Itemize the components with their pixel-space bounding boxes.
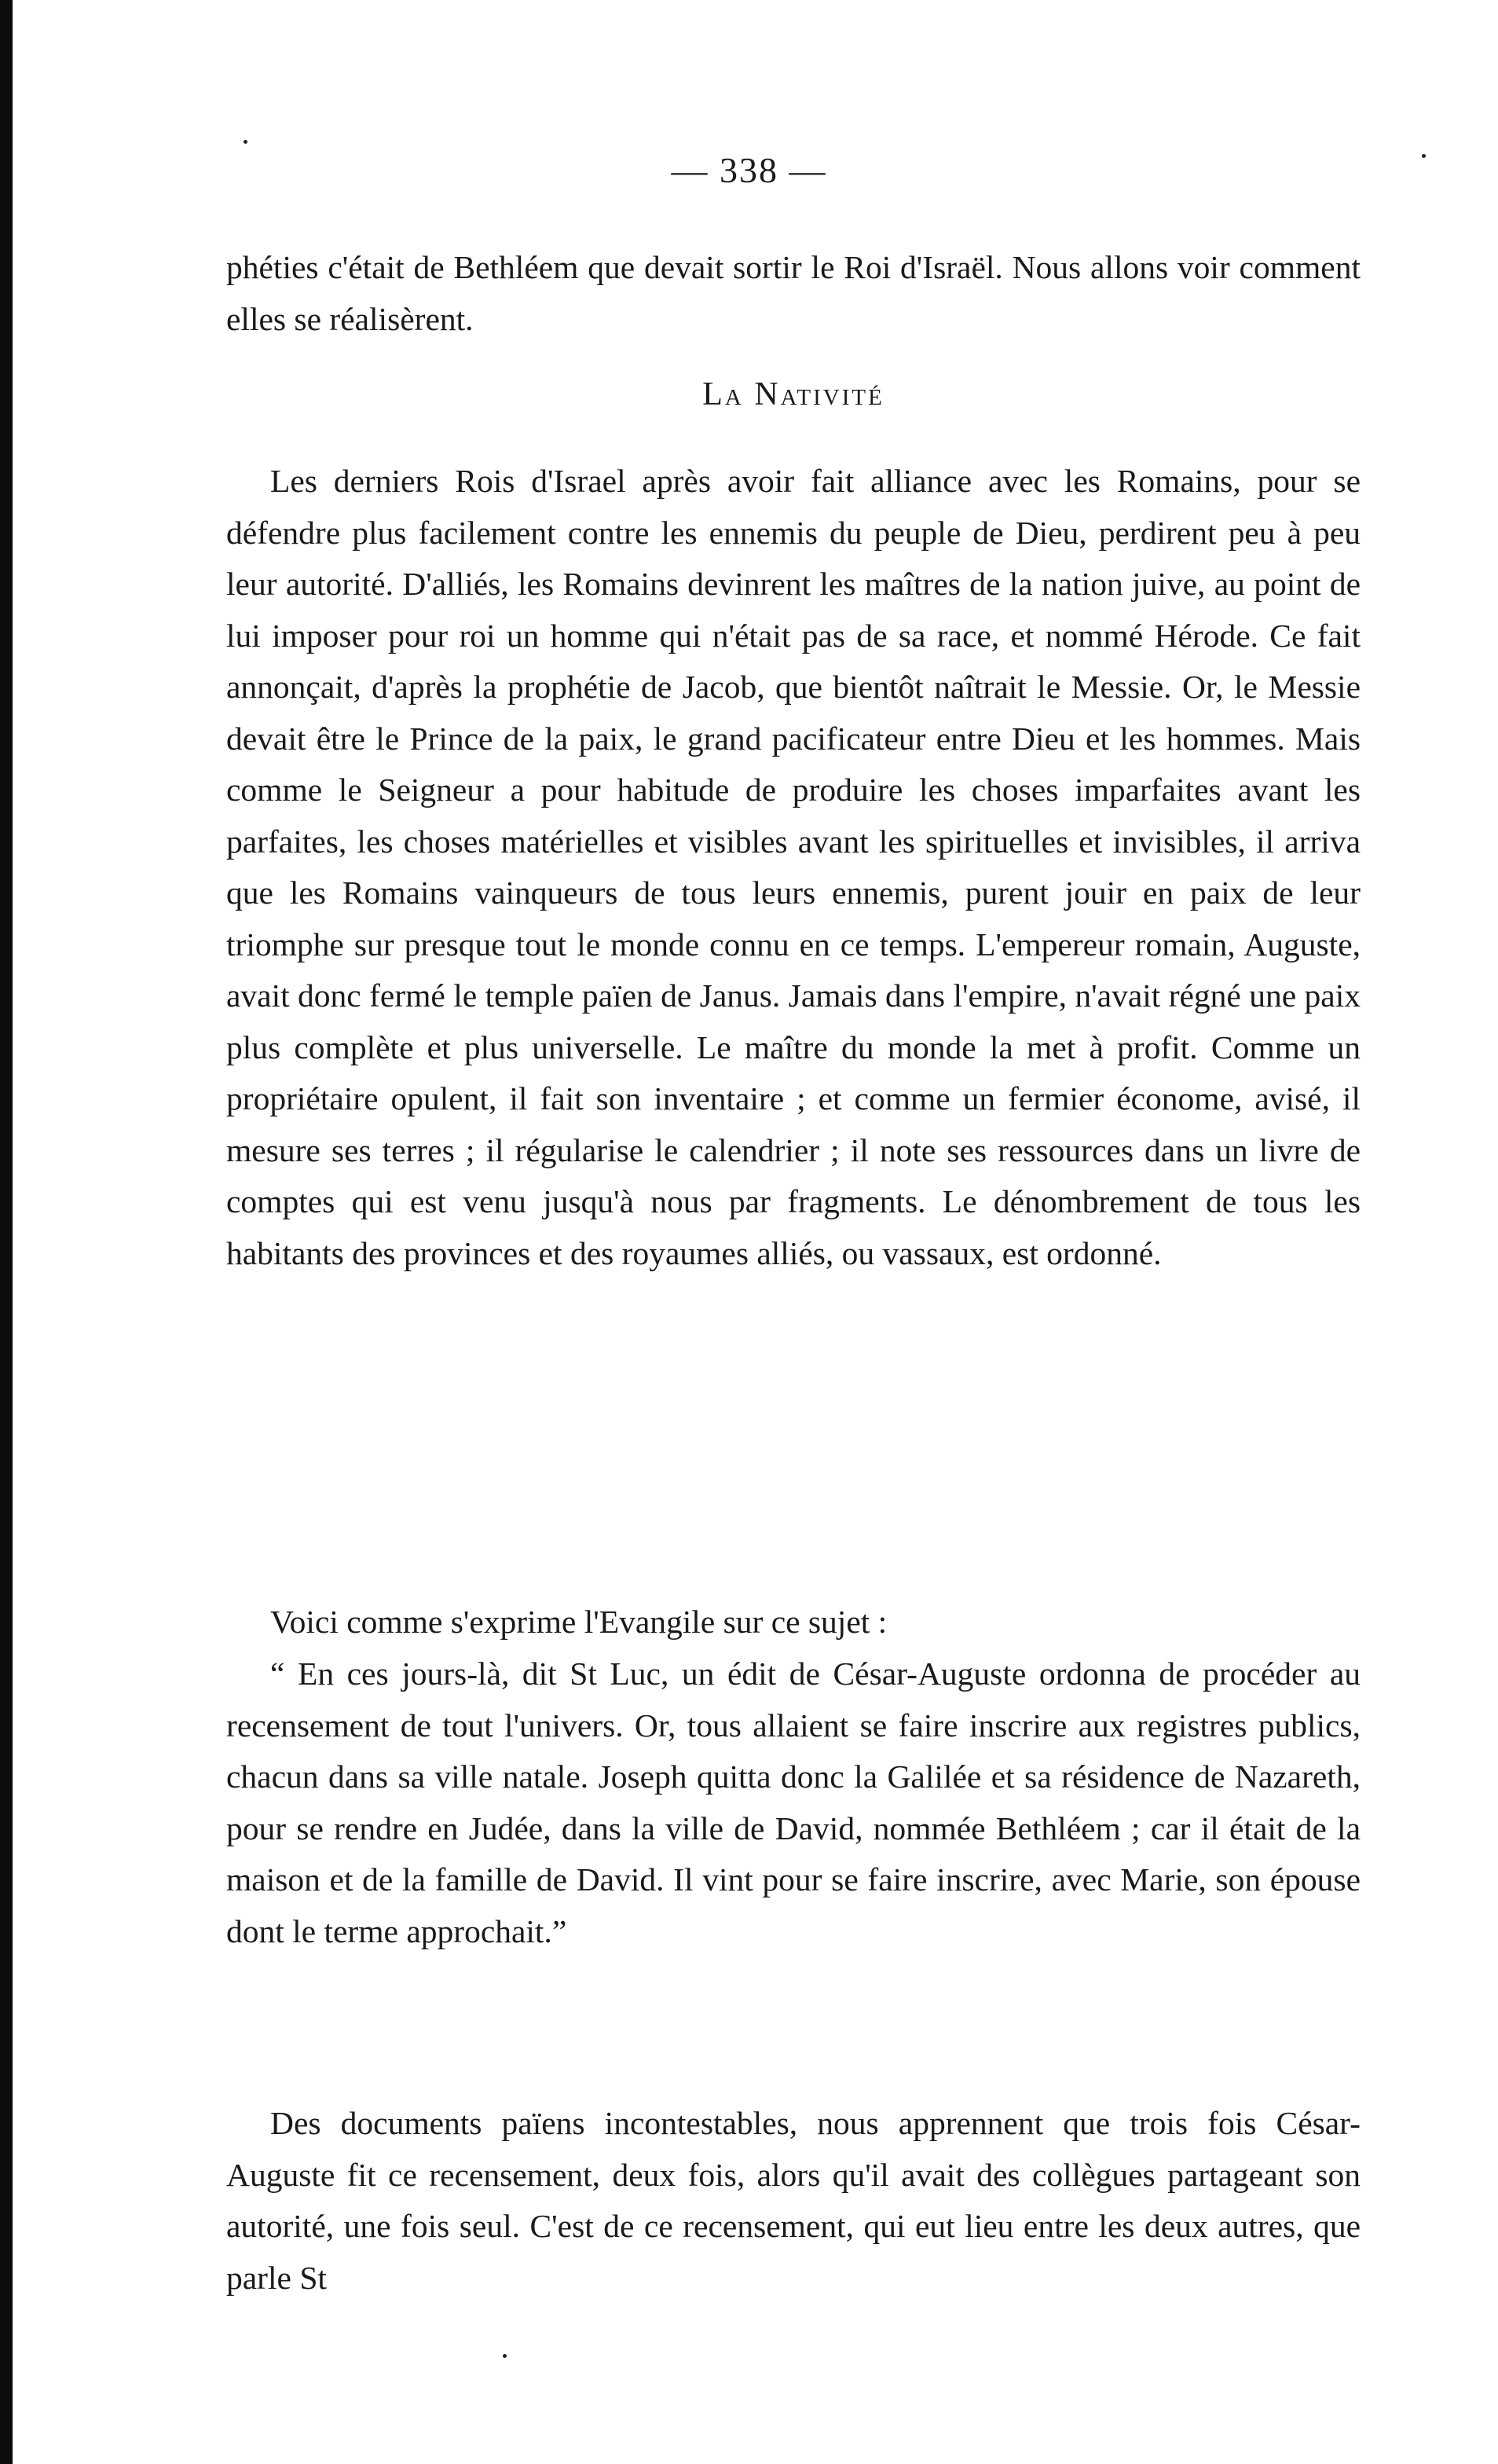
gospel-quote-text: “ En ces jours-là, dit St Luc, un édit de César-Auguste ordonna de procéder au recensement de tout l'univers. Or, tous allaient se faire inscrire aux registres publics, chacun dans sa ville natale. Joseph quitta donc la Galilée et sa résidence de Nazareth, pour se rendre en Judée, dans la ville de David, nommée Bethléem ; car il était de la maison et de la famille de David. Il vint pour se faire inscrire, avec Marie, son épouse dont le terme approchait.”	[226, 1656, 1361, 1949]
main-paragraph-text: Les derniers Rois d'Israel après avoir fait alliance avec les Romains, pour se défendre plus facilement contre les ennemis du peuple de Dieu, perdirent peu à peu leur autorité. D'alliés, les Romains devinrent les maîtres de la nation juive, au point de lui imposer pour roi un homme qui n'était pas de sa race, et nommé Hérode. Ce fait annonçait, d'après la prophétie de Jacob, que bientôt naîtrait le Messie. Or, le Messie devait être le Prince de la paix, le grand pacificateur entre Dieu et les hommes. Mais comme le Seigneur a pour habitude de produire les choses imparfaites avant les parfaites, les choses matérielles et visibles avant les spirituelles et invisibles, il arriva que les Romains vainqueurs de tous leurs ennemis, purent jouir en paix de leur triomphe sur presque tout le monde connu en ce temps. L'empereur romain, Auguste, avait donc fermé le temple païen de Janus. Jamais dans l'empire, n'avait régné une paix plus complète et plus universelle. Le maître du monde la met à profit. Comme un propriétaire opulent, il fait son inventaire ; et comme un fermier économe, avisé, il mesure ses terres ; il régularise le calendrier ; il note ses ressources dans un livre de comptes qui est venu jusqu'à nous par fragments. Le dénombrement de tous les habitants des provinces et des royaumes alliés, ou vassaux, est ordonné.	[226, 463, 1361, 1271]
section-heading-wrap	[226, 376, 1361, 413]
documents-paragraph	[226, 2098, 1361, 2304]
gospel-intro-text: Voici comme s'exprime l'Evangile sur ce sujet :	[270, 1604, 888, 1640]
scan-speck	[244, 140, 247, 144]
scan-speck	[1422, 154, 1426, 158]
gospel-quote-paragraph	[226, 1648, 1361, 1957]
continuation-text: phéties c'était de Bethléem que devait sortir le Roi d'Israël. Nous allons voir comment elles se réalisèrent.	[226, 249, 1361, 337]
gospel-intro-paragraph	[226, 1597, 1361, 1648]
documents-text: Des documents païens incontestables, nous apprennent que trois fois César-Auguste fit ce recensement, deux fois, alors qu'il avait des collègues partageant son autorité, une fois seul. C'est de ce recensement, qui eut lieu entre les deux autres, que parle St	[226, 2105, 1361, 2296]
page-number: — 338 —	[671, 150, 827, 190]
scan-speck	[503, 2354, 507, 2358]
section-heading: La Nativité	[702, 376, 885, 412]
main-paragraph	[226, 456, 1361, 1279]
continuation-paragraph	[226, 242, 1361, 345]
